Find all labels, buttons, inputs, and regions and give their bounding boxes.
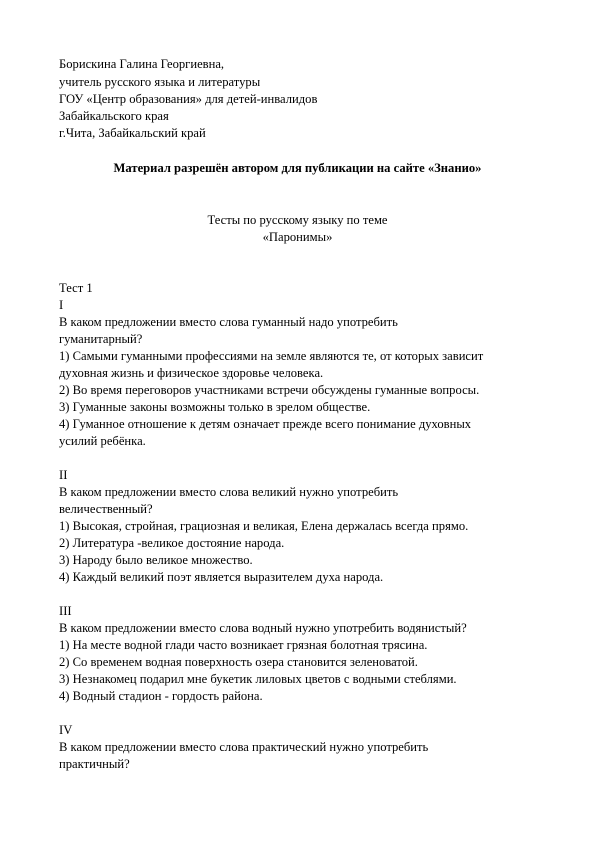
author-region: Забайкальского края — [59, 109, 169, 123]
answer-option: 4) Гуманное отношение к детям означает прежде всего понимание духовных — [59, 417, 472, 431]
question-prompt-line: В каком предложении вместо слова водный нужно употребить водянистый? — [59, 621, 467, 635]
question-prompt-line: В каком предложении вместо слова гуманный надо употребить — [59, 315, 398, 329]
question-prompt-line: величественный? — [59, 502, 153, 516]
author-name: Борискина Галина Георгиевна, — [59, 57, 225, 71]
question-numeral: III — [59, 604, 72, 618]
answer-option-continued: усилий ребёнка. — [59, 434, 146, 448]
answer-option: 4) Водный стадион - гордость района. — [59, 689, 263, 703]
answer-option: 3) Гуманные законы возможны только в зрелом обществе. — [59, 400, 371, 414]
title-line-2: «Паронимы» — [262, 230, 333, 244]
answer-option: 2) Литература -великое достояние народа. — [59, 536, 285, 550]
question-prompt-line: практичный? — [59, 757, 130, 771]
question-prompt-line: гуманитарный? — [59, 332, 143, 346]
author-organization: ГОУ «Центр образования» для детей-инвалидов — [59, 92, 318, 106]
answer-option: 2) Со временем водная поверхность озера становится зеленоватой. — [59, 655, 418, 669]
author-position: учитель русского языка и литературы — [59, 75, 261, 89]
answer-option: 1) Высокая, стройная, грациозная и великая, Елена держалась всегда прямо. — [59, 519, 469, 533]
test-label: Тест 1 — [59, 281, 93, 295]
permission-note: Материал разрешён автором для публикации на сайте «Знанио» — [113, 161, 482, 175]
answer-option: 1) На месте водной глади часто возникает грязная болотная трясина. — [59, 638, 428, 652]
question-numeral: II — [59, 468, 68, 482]
answer-option: 1) Самыми гуманными профессиями на земле являются те, от которых зависит — [59, 349, 484, 363]
question-numeral: IV — [59, 723, 73, 737]
question-prompt-line: В каком предложении вместо слова великий нужно употребить — [59, 485, 399, 499]
answer-option: 3) Незнакомец подарил мне букетик лиловых цветов с водными стеблями. — [59, 672, 457, 686]
answer-option: 2) Во время переговоров участниками встречи обсуждены гуманные вопросы. — [59, 383, 480, 397]
answer-option-continued: духовная жизнь и физическое здоровье человека. — [59, 366, 324, 380]
title-line-1: Тесты по русскому языку по теме — [207, 213, 388, 227]
answer-option: 4) Каждый великий поэт является выразителем духа народа. — [59, 570, 384, 584]
question-numeral: I — [59, 298, 64, 312]
author-city: г.Чита, Забайкальский край — [59, 126, 206, 140]
answer-option: 3) Народу было великое множество. — [59, 553, 253, 567]
question-prompt-line: В каком предложении вместо слова практический нужно употребить — [59, 740, 429, 754]
